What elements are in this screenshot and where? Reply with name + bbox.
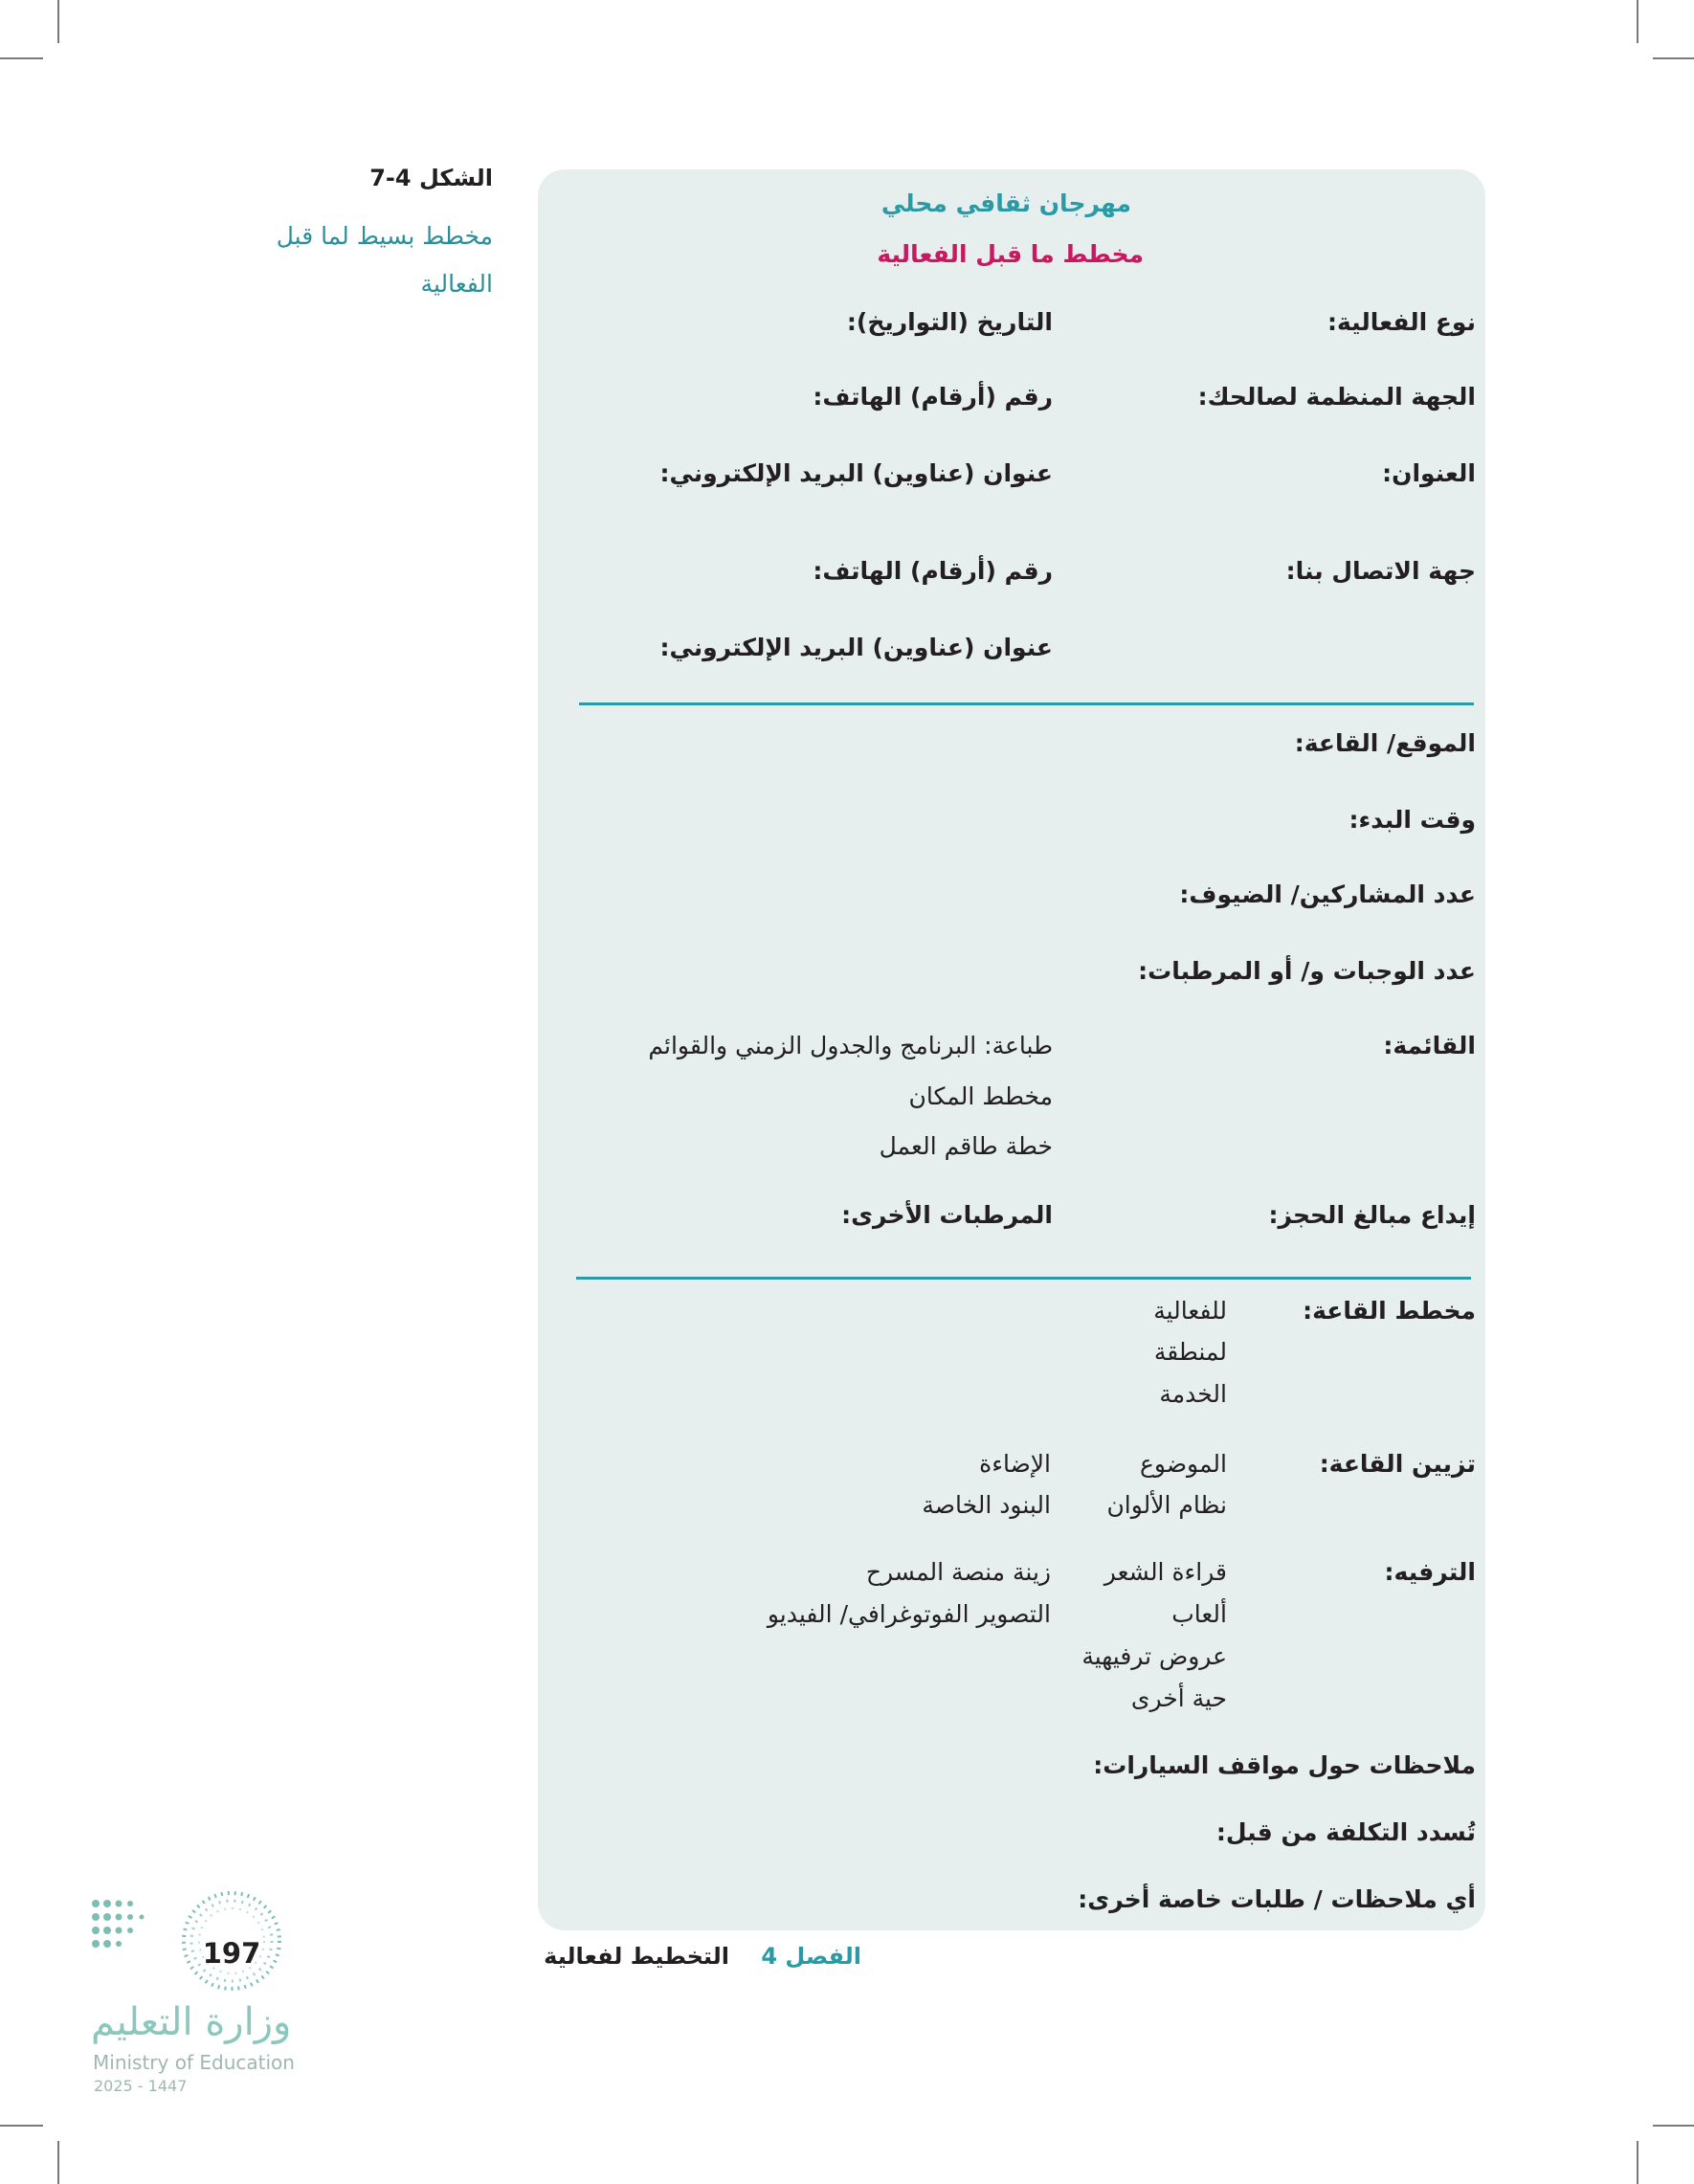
page-number: 197 <box>202 1937 261 1970</box>
field-guests: عدد المشاركين/ الضيوف: <box>1179 880 1476 908</box>
decor-item: البنود الخاصة <box>922 1491 1051 1519</box>
field-parking: ملاحظات حول مواقف السيارات: <box>1093 1751 1476 1779</box>
field-phone-2: رقم (أرقام) الهاتف: <box>813 557 1053 585</box>
crop-mark <box>0 2125 43 2127</box>
entertainment-item: التصوير الفوتوغرافي/ الفيديو <box>767 1600 1051 1628</box>
field-start-time: وقت البدء: <box>1349 806 1476 834</box>
field-deposit: إيداع مبالغ الحجز: <box>1268 1201 1476 1229</box>
field-hall-plan: مخطط القاعة: <box>1303 1297 1476 1325</box>
list-item: مخطط المكان <box>908 1082 1053 1110</box>
entertainment-item: قراءة الشعر <box>1103 1558 1227 1586</box>
ministry-name-english: Ministry of Education <box>93 2051 295 2074</box>
field-address: العنوان: <box>1382 459 1476 487</box>
list-item: خطة طاقم العمل <box>879 1132 1053 1160</box>
panel-title: مهرجان ثقافي محلي <box>880 189 1131 217</box>
crop-mark <box>57 2141 59 2184</box>
section-divider <box>579 702 1474 705</box>
field-organizer: الجهة المنظمة لصالحك: <box>1197 383 1476 411</box>
entertainment-item: عروض ترفيهية <box>1081 1642 1227 1670</box>
field-entertainment: الترفيه: <box>1384 1558 1476 1586</box>
chapter-footer <box>544 1943 861 1970</box>
field-hall-decor: تزيين القاعة: <box>1319 1450 1476 1478</box>
crop-mark <box>1653 2125 1694 2127</box>
crop-mark <box>0 57 43 59</box>
field-list: القائمة: <box>1383 1032 1476 1059</box>
crop-mark <box>1637 0 1638 43</box>
field-location: الموقع/ القاعة: <box>1294 729 1476 757</box>
chapter-title: التخطيط لفعالية <box>544 1943 729 1970</box>
field-meals: عدد الوجبات و/ أو المرطبات: <box>1138 957 1476 985</box>
entertainment-item: حية أخرى <box>1130 1684 1227 1712</box>
hall-plan-item: لمنطقة <box>1153 1338 1227 1366</box>
list-item: طباعة: البرنامج والجدول الزمني والقوائم <box>648 1032 1053 1059</box>
ministry-name-arabic: وزارة التعليم <box>91 2000 292 2044</box>
panel-subtitle: مخطط ما قبل الفعالية <box>877 240 1144 268</box>
field-dates: التاريخ (التواريخ): <box>846 308 1053 336</box>
decor-item: نظام الألوان <box>1106 1491 1227 1519</box>
field-email-2: عنوان (عناوين) البريد الإلكتروني: <box>659 634 1053 661</box>
field-other-refreshments: المرطبات الأخرى: <box>841 1201 1053 1229</box>
field-contact: جهة الاتصال بنا: <box>1285 557 1476 585</box>
entertainment-item: ألعاب <box>1171 1600 1227 1628</box>
decor-item: الموضوع <box>1140 1450 1227 1478</box>
field-email-1: عنوان (عناوين) البريد الإلكتروني: <box>659 459 1053 487</box>
decor-item: الإضاءة <box>979 1450 1051 1478</box>
crop-mark <box>57 0 59 43</box>
chapter-label: الفصل 4 <box>761 1943 861 1970</box>
hall-plan-item: الخدمة <box>1159 1380 1227 1408</box>
hall-plan-item: للفعالية <box>1153 1297 1227 1325</box>
crop-mark <box>1653 57 1694 59</box>
ministry-year: 2025 - 1447 <box>94 2077 188 2095</box>
entertainment-item: زينة منصة المسرح <box>865 1558 1051 1586</box>
figure-number: الشكل 4-7 <box>369 165 493 191</box>
field-phone-1: رقم (أرقام) الهاتف: <box>813 383 1053 411</box>
figure-caption: مخطط بسيط لما قبل الفعالية <box>276 222 493 298</box>
field-cost: تُسدد التكلفة من قبل: <box>1215 1818 1476 1846</box>
section-divider <box>576 1277 1471 1280</box>
crop-mark <box>1637 2141 1638 2184</box>
field-event-type: نوع الفعالية: <box>1326 308 1476 336</box>
field-notes: أي ملاحظات / طلبات خاصة أخرى: <box>1078 1885 1476 1913</box>
